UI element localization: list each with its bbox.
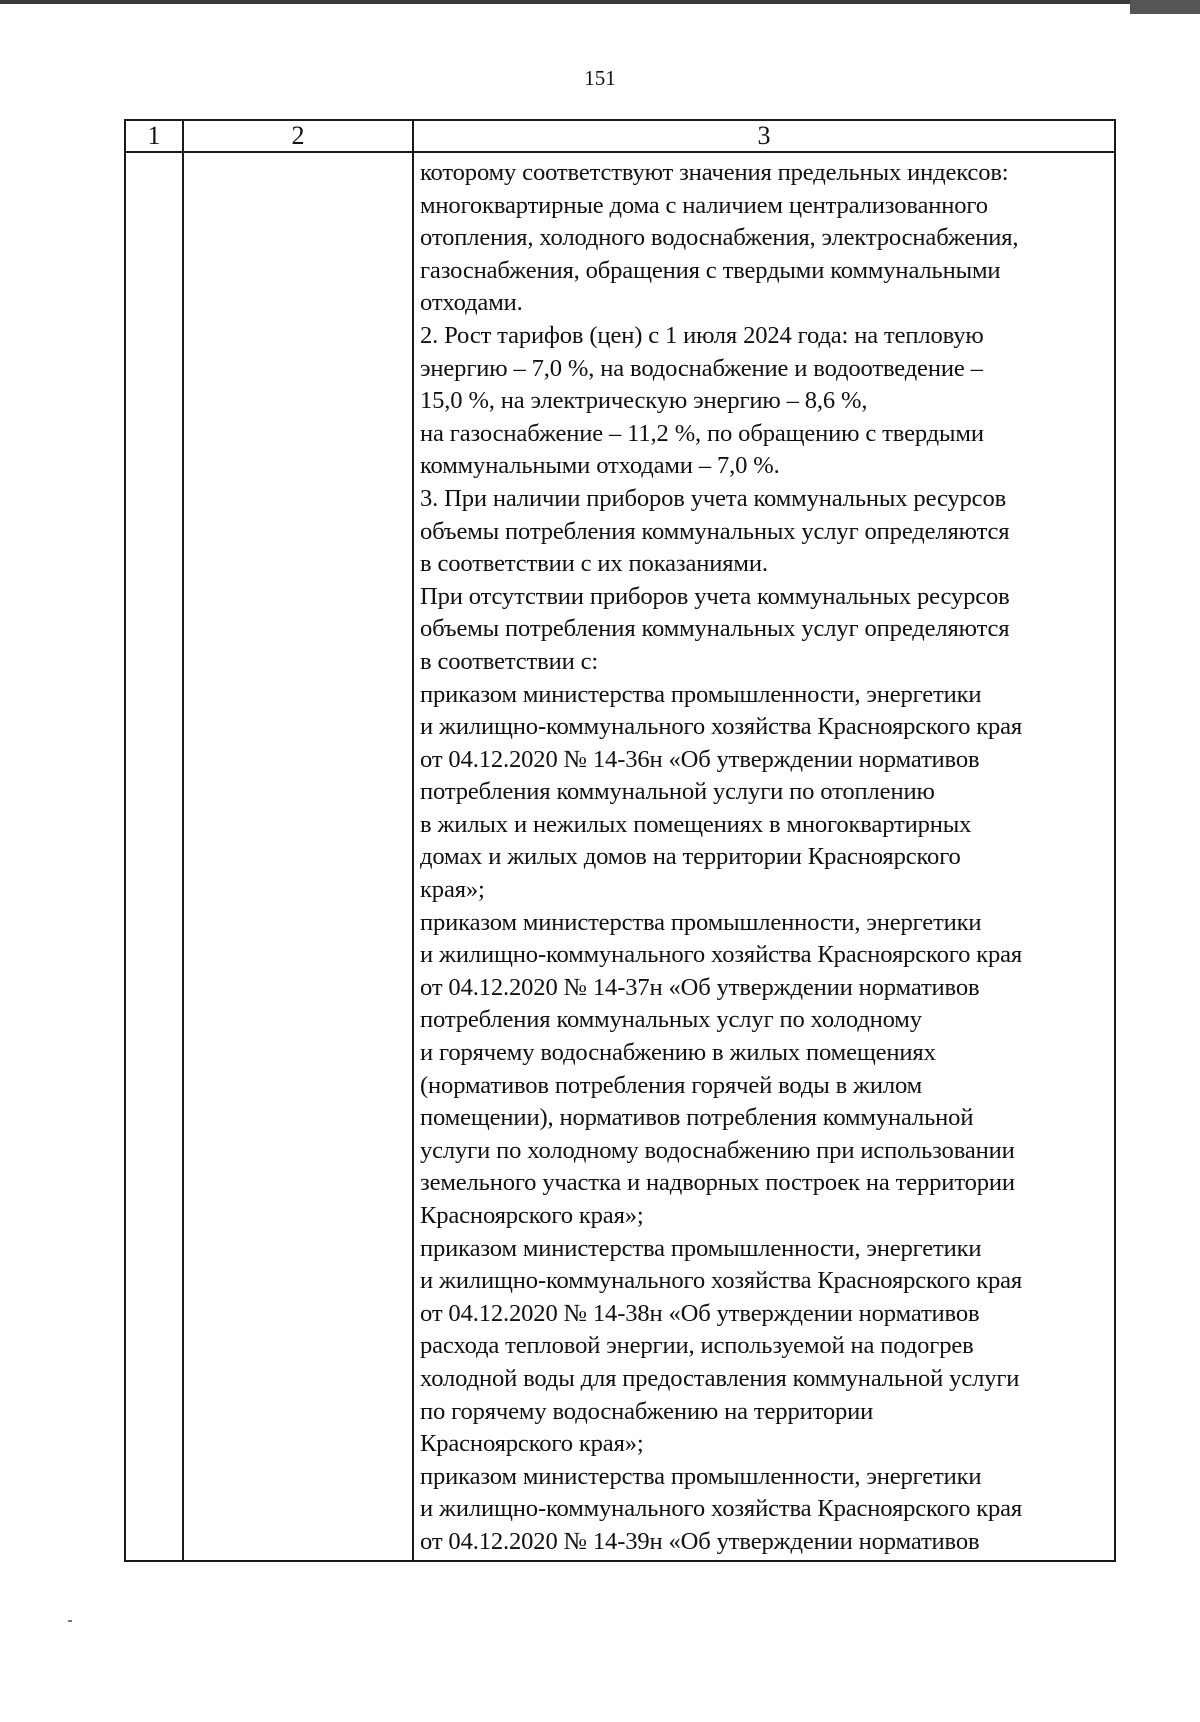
text-line: на газоснабжение – 11,2 %, по обращению с твердыми (420, 419, 984, 447)
text-line: приказом министерства промышленности, энергетики (420, 1234, 982, 1262)
text-line: холодной воды для предоставления коммунальной услуги (420, 1364, 1020, 1392)
text-line: 2. Рост тарифов (цен) с 1 июля 2024 года: на тепловую (420, 321, 984, 349)
text-line: приказом министерства промышленности, энергетики (420, 1462, 982, 1490)
document-table (124, 119, 1116, 1562)
text-line: (нормативов потребления горячей воды в жилом (420, 1071, 923, 1099)
text-line: объемы потребления коммунальных услуг определяются (420, 517, 1010, 545)
text-line: приказом министерства промышленности, энергетики (420, 680, 982, 708)
text-line: в соответствии с их показаниями. (420, 550, 768, 578)
text-line: объемы потребления коммунальных услуг определяются (420, 615, 1010, 643)
text-line: от 04.12.2020 № 14-39н «Об утверждении нормативов (420, 1527, 980, 1555)
page-number: 151 (584, 66, 616, 90)
text-line: и жилищно-коммунального хозяйства Красноярского края (420, 713, 1023, 741)
text-line: коммунальными отходами – 7,0 %. (420, 452, 780, 480)
text-line: которому соответствуют значения предельных индексов: (420, 159, 1009, 186)
text-line: в жилых и нежилых помещениях в многоквартирных (420, 810, 972, 838)
text-line: и жилищно-коммунального хозяйства Красноярского края (420, 941, 1023, 969)
table-header-row (125, 120, 1115, 152)
column-2-cell (183, 152, 413, 1561)
text-line: края»; (420, 876, 485, 904)
margin-mark (68, 1620, 72, 1622)
text-line: и жилищно-коммунального хозяйства Красноярского края (420, 1267, 1023, 1295)
scan-border-top (0, 0, 1200, 4)
text-line: энергию – 7,0 %, на водоснабжение и водоотведение – (420, 354, 983, 382)
text-line: от 04.12.2020 № 14-37н «Об утверждении нормативов (420, 973, 980, 1001)
column-3-text (420, 157, 1110, 1559)
text-line: и горячему водоснабжению в жилых помещениях (420, 1039, 936, 1067)
text-line: от 04.12.2020 № 14-38н «Об утверждении нормативов (420, 1299, 980, 1327)
text-line: домах и жилых домов на территории Красноярского (420, 843, 961, 871)
text-line: газоснабжения, обращения с твердыми коммунальными (420, 256, 1001, 284)
table-row (125, 152, 1115, 1561)
column-header-1: 1 (125, 120, 183, 152)
column-1-cell (125, 152, 183, 1561)
text-line: от 04.12.2020 № 14-36н «Об утверждении нормативов (420, 745, 980, 773)
column-3-cell (413, 152, 1115, 1561)
text-line: расхода тепловой энергии, используемой на подогрев (420, 1332, 974, 1360)
text-line: потребления коммунальных услуг по холодному (420, 1006, 922, 1034)
column-header-3: 3 (413, 120, 1115, 152)
text-line: многоквартирные дома с наличием централизованного (420, 191, 988, 219)
text-line: земельного участка и надворных построек на территории (420, 1169, 1015, 1197)
text-line: помещении), нормативов потребления коммунальной (420, 1104, 974, 1132)
text-line: в соответствии с: (420, 647, 599, 675)
text-line: по горячему водоснабжению на территории (420, 1397, 874, 1425)
text-line: При отсутствии приборов учета коммунальных ресурсов (420, 582, 1010, 610)
scan-border-corner (1130, 0, 1200, 14)
column-header-2: 2 (183, 120, 413, 152)
text-line: и жилищно-коммунального хозяйства Красноярского края (420, 1495, 1023, 1523)
text-line: Красноярского края»; (420, 1202, 644, 1229)
text-line: 3. При наличии приборов учета коммунальных ресурсов (420, 484, 1007, 512)
text-line: приказом министерства промышленности, энергетики (420, 908, 982, 936)
text-line: потребления коммунальной услуги по отоплению (420, 778, 935, 806)
text-line: Красноярского края»; (420, 1430, 644, 1458)
text-line: отопления, холодного водоснабжения, электроснабжения, (420, 224, 1019, 252)
text-line: услуги по холодному водоснабжению при использовании (420, 1136, 1015, 1164)
text-line: отходами. (420, 289, 523, 317)
text-line: 15,0 %, на электрическую энергию – 8,6 %, (420, 387, 868, 415)
